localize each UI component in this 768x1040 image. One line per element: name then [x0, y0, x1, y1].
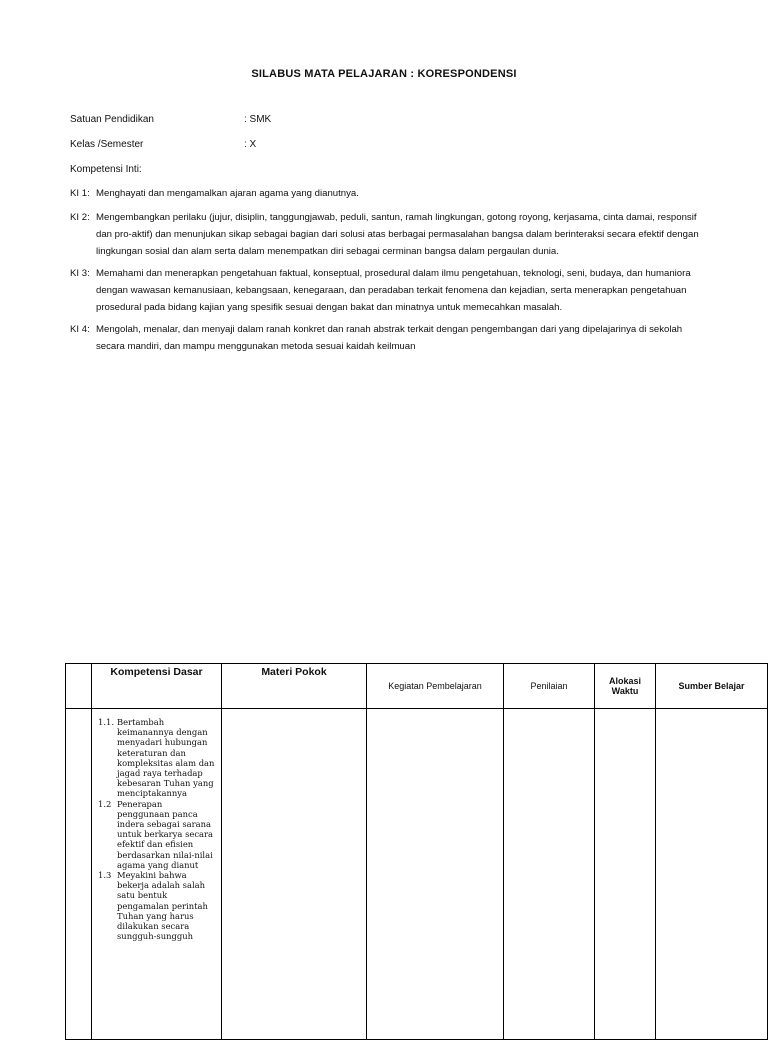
ki-code: KI 1:: [70, 188, 90, 199]
header-empty: [66, 664, 92, 709]
kd-item: [98, 870, 217, 941]
cell-kegiatan-pembelajaran: [367, 709, 504, 1040]
ki-item-4: [70, 322, 710, 356]
kd-text: Bertambah keimanannya dengan menyadari hubungan keteraturan dan kompleksitas alam dan jagad raya terhadap kebesaran Tuhan yang menciptakannya: [117, 717, 215, 799]
ki-heading: Kompetensi Inti:: [70, 164, 142, 175]
kd-list: [92, 709, 221, 941]
cell-empty: [66, 709, 92, 1040]
ki-item-1: [70, 186, 710, 203]
header-penilaian: Penilaian: [504, 664, 595, 709]
ki-text: Mengembangkan perilaku (jujur, disiplin, tanggungjawab, peduli, santun, ramah lingkungan, gotong royong, kerjasama, cinta damai, responsif dan pro-aktif) dan menunjukan sikap sebagai bagian dari solusi atas berbagai permasalahan bangsa dalam berinteraksi secara efektif dengan lingkungan sosial dan alam serta dalam menempatkan diri sebagai cerminan bangsa dalam pergaulan dunia.: [96, 212, 699, 257]
ki-code: KI 3:: [70, 268, 90, 279]
ki-text: Memahami dan menerapkan pengetahuan faktual, konseptual, prosedural dalam ilmu pengetahuan, teknologi, seni, budaya, dan humaniora dengan wawasan kemanusiaan, kebangsaan, kenegaraan, dan peradaban terkait fenomena dan kejadian, serta menerapkan pengetahuan prosedural pada bidang kajian yang spesifik sesuai dengan bakat dan minatnya untuk memecahkan masalah.: [96, 268, 691, 313]
kd-item: [98, 799, 217, 870]
ki-text: Menghayati dan mengamalkan ajaran agama yang dianutnya.: [96, 188, 359, 199]
cell-materi-pokok: [222, 709, 367, 1040]
table-header-row: [66, 664, 768, 709]
ki-code: KI 4:: [70, 324, 90, 335]
cell-kompetensi-dasar: [92, 709, 222, 1040]
header-materi-pokok: Materi Pokok: [222, 664, 367, 709]
meta-kelas-semester: [70, 139, 256, 150]
kd-text: Penerapan penggunaan panca indera sebagai sarana untuk berkarya secara efektif dan efisien berdasarkan nilai-nilai agama yang dianut: [117, 798, 213, 870]
meta-value: : SMK: [244, 114, 272, 125]
kd-number: 1.1.: [98, 717, 114, 727]
header-kompetensi-dasar: Kompetensi Dasar: [92, 664, 222, 709]
meta-satuan-pendidikan: [70, 114, 271, 125]
cell-alokasi-waktu: [595, 709, 656, 1040]
ki-item-3: [70, 266, 710, 316]
header-alokasi-waktu: Alokasi Waktu: [595, 664, 656, 709]
document-title: SILABUS MATA PELAJARAN : KORESPONDENSI: [251, 68, 517, 80]
header-kegiatan-pembelajaran: Kegiatan Pembelajaran: [367, 664, 504, 709]
kd-item: [98, 717, 217, 799]
meta-label: Kelas /Semester: [70, 139, 144, 150]
ki-code: KI 2:: [70, 212, 90, 223]
ki-text: Mengolah, menalar, dan menyaji dalam ranah konkret dan ranah abstrak terkait dengan pengembangan dari yang dipelajarinya di sekolah secara mandiri, dan mampu menggunakan metoda sesuai kaidah keilmuan: [96, 324, 683, 352]
kd-number: 1.2: [98, 798, 112, 809]
ki-item-2: [70, 210, 710, 260]
meta-label: Satuan Pendidikan: [70, 114, 154, 125]
header-sumber-belajar: Sumber Belajar: [656, 664, 768, 709]
syllabus-table: [65, 663, 768, 1040]
table-row: [66, 709, 768, 1040]
kd-text: Meyakini bahwa bekerja adalah salah satu bentuk pengamalan perintah Tuhan yang harus dilakukan secara sungguh-sungguh: [117, 870, 208, 942]
kd-number: 1.3: [98, 870, 112, 881]
meta-value: : X: [244, 139, 257, 150]
cell-penilaian: [504, 709, 595, 1040]
cell-sumber-belajar: [656, 709, 768, 1040]
